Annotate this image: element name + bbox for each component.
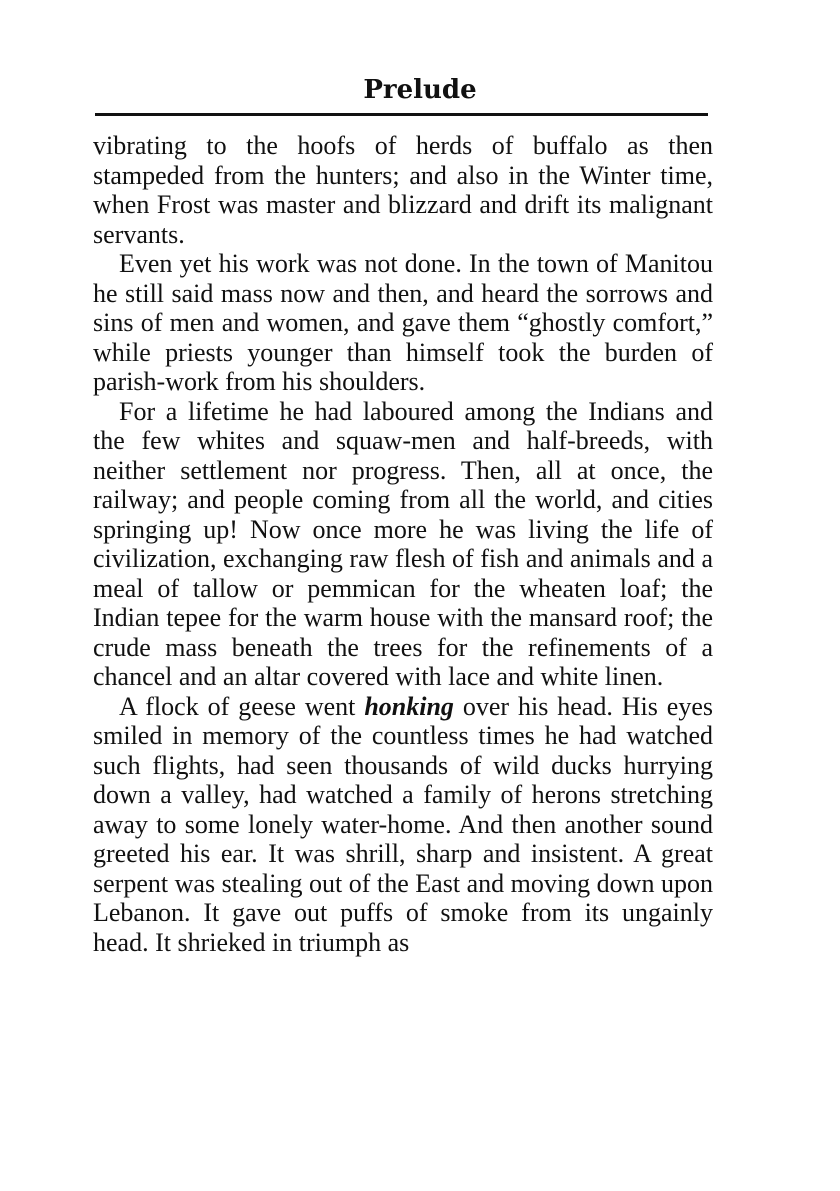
paragraph-3 — [93, 397, 713, 692]
paragraph-4-text-start: A flock of geese went — [119, 691, 365, 721]
paragraph-4-text-end: over his head. His eyes smiled in memory of the countless times he had watched such flights, had seen thousands of wild ducks hurrying down a valley, had watched a family of herons stretching away to some lonely water-home. And then another sound greeted his ear. It was shrill, sharp and insistent. A great serpent was stealing out of the East and moving down upon Lebanon. It gave out puffs of smoke from its ungainly head. It shrieked in triumph as — [93, 691, 713, 957]
paragraph-2 — [93, 249, 713, 397]
paragraph-1 — [93, 131, 713, 249]
page-body — [93, 131, 713, 957]
running-header: Prelude — [363, 75, 477, 105]
emphasized-word: honking — [364, 691, 454, 721]
paragraph-3-text: For a lifetime he had laboured among the Indians and the few whites and squaw-men and half-breeds, with neither settlement nor progress. Then, all at once, the railway; and people coming from all the world, and cities springing up! Now once more he was living the life of civilization, exchanging raw flesh of fish and animals and a meal of tallow or pemmican for the wheaten loaf; the Indian tepee for the warm house with the mansard roof; the crude mass beneath the trees for the refinements of a chancel and an altar covered with lace and white linen. — [93, 396, 713, 691]
paragraph-4 — [93, 692, 713, 958]
paragraph-1-text: vibrating to the hoofs of herds of buffalo as then stampeded from the hunters; and also in the Winter time, when Frost was master and blizzard and drift its malignant servants. — [93, 131, 713, 249]
header-rule — [95, 113, 708, 116]
paragraph-2-text: Even yet his work was not done. In the town of Manitou he still said mass now and then, and heard the sorrows and sins of men and women, and gave them “ghostly comfort,” while priests younger than himself took the burden of parish-work from his shoulders. — [93, 249, 713, 396]
